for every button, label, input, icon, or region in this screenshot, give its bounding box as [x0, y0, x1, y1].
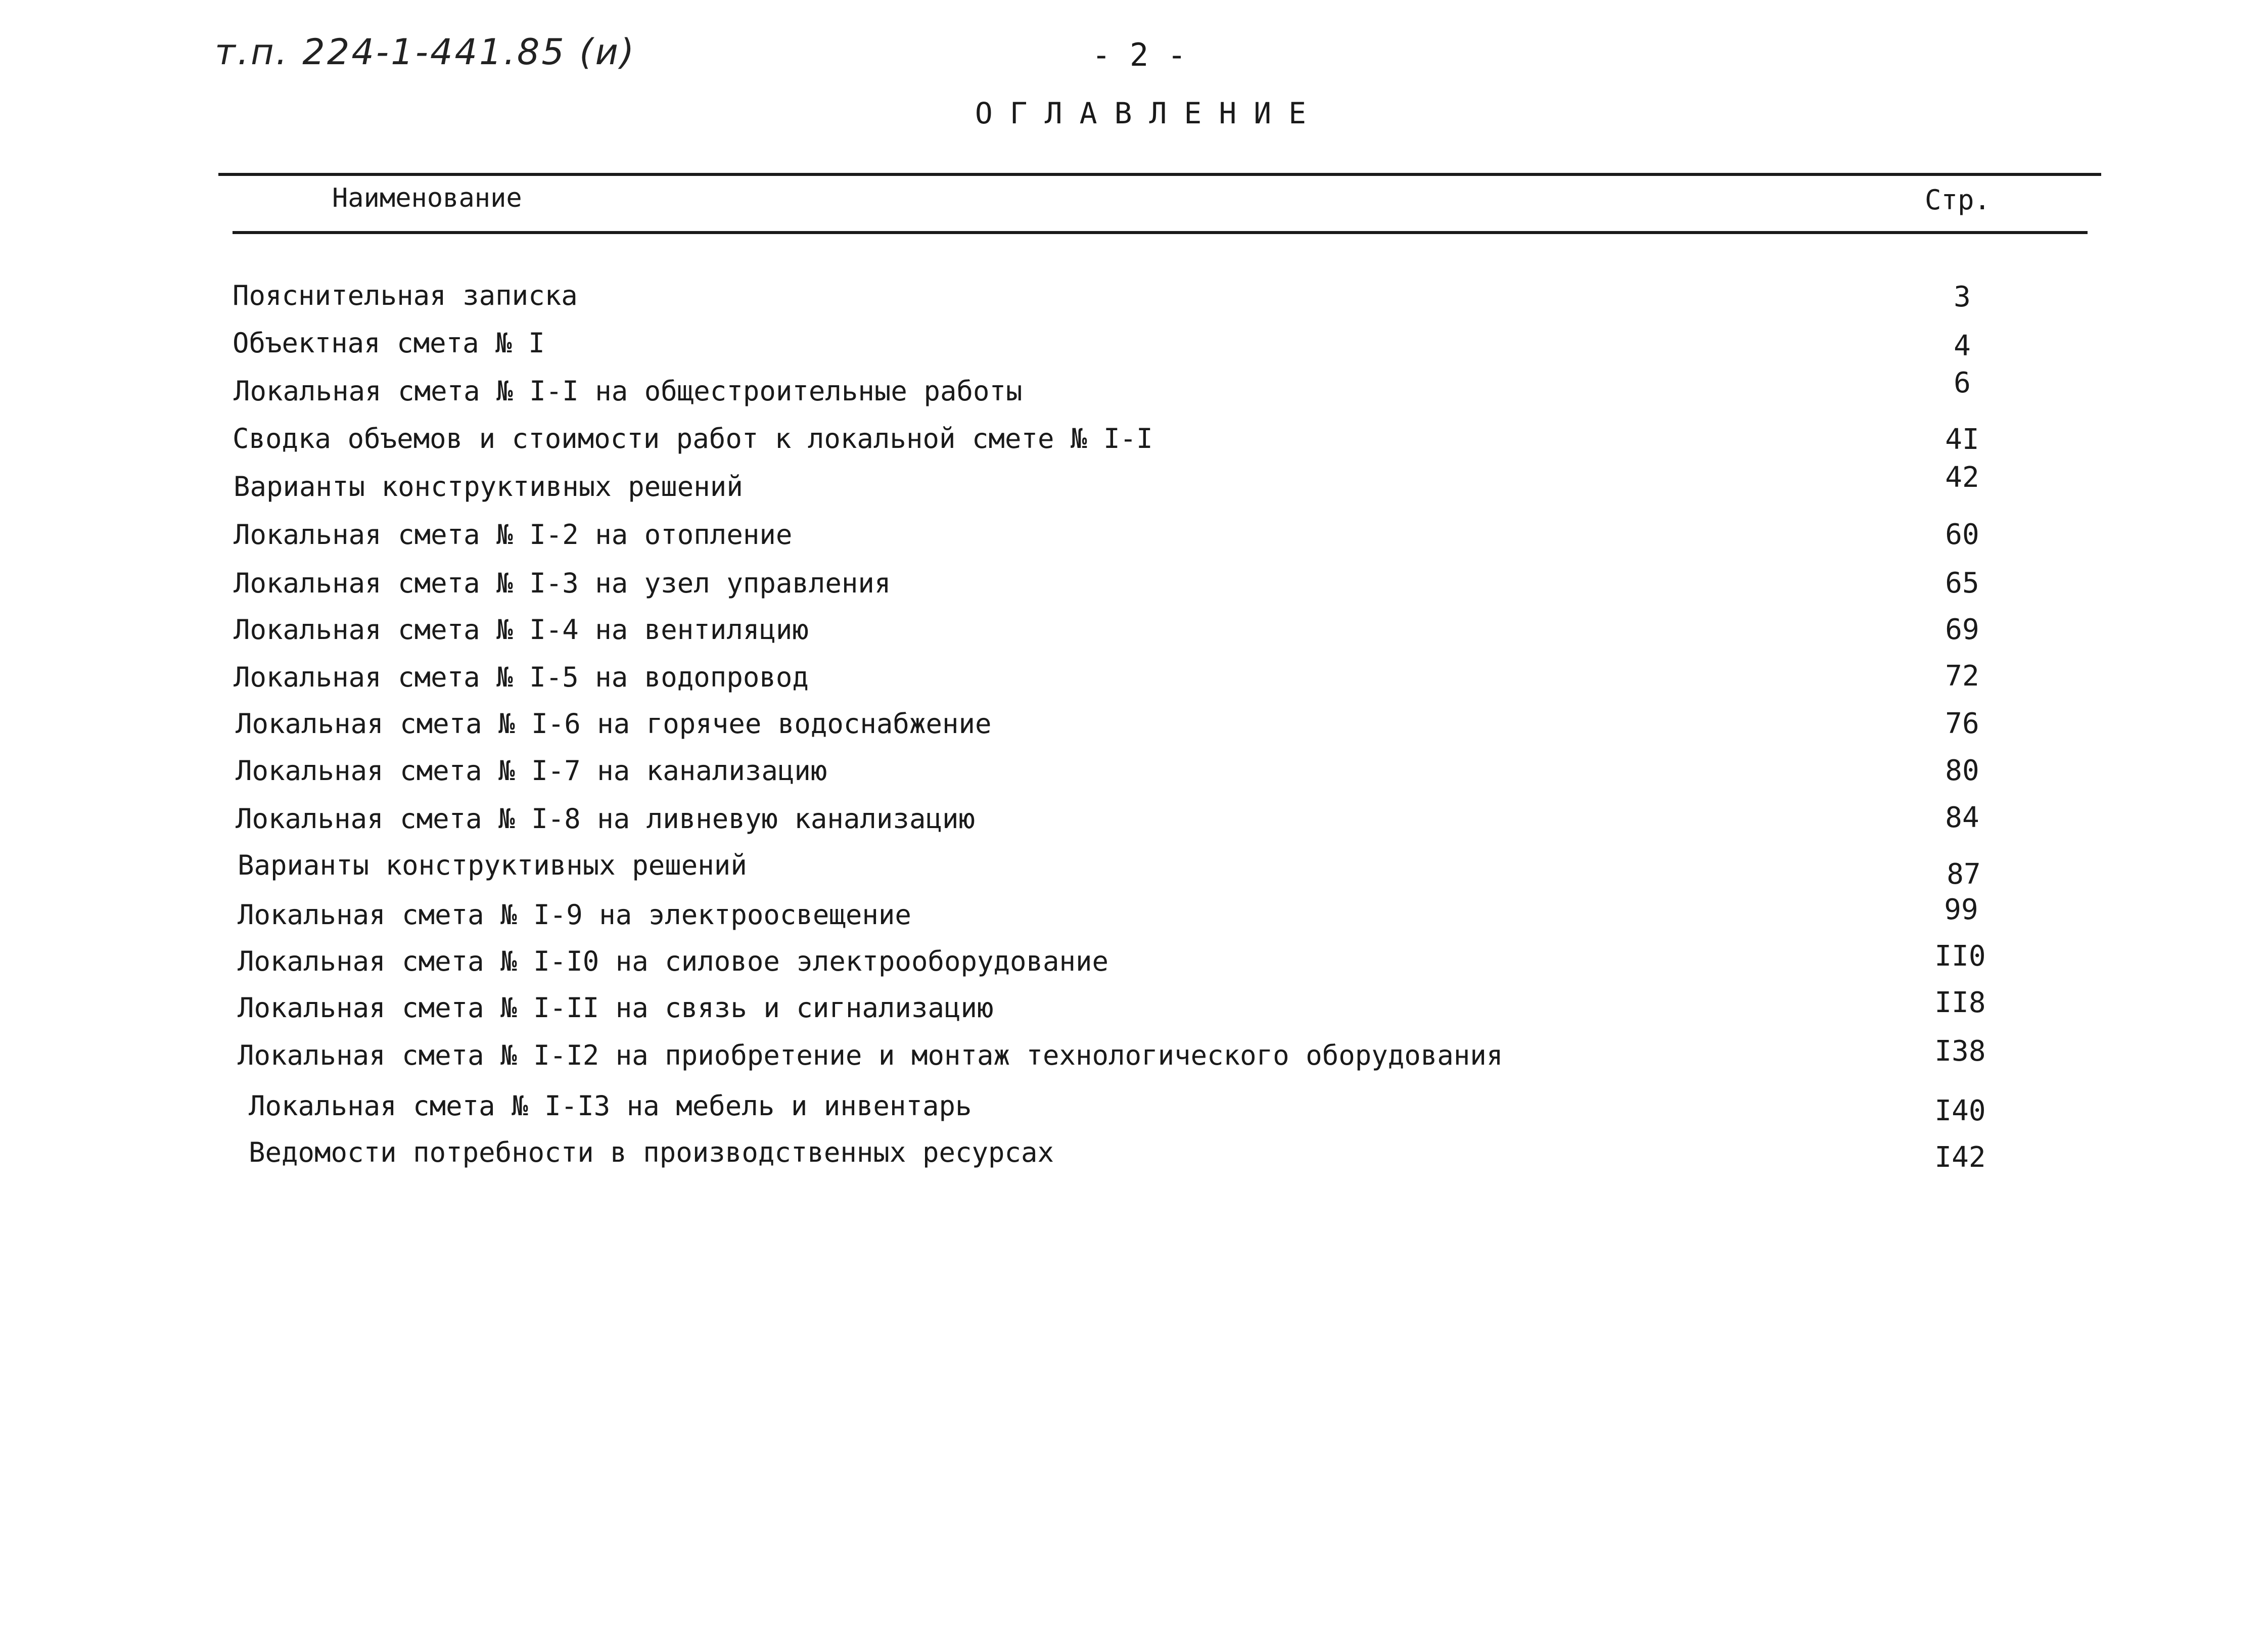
toc-entry-title: Локальная смета № I-I на общестроительные работы [234, 375, 1023, 407]
toc-entry-title: Сводка объемов и стоимости работ к локальной смете № I-I [233, 423, 1153, 454]
toc-entry-title: Ведомости потребности в производственных ресурсах [249, 1136, 1054, 1168]
toc-entry-page: II8 [1934, 986, 1986, 1019]
toc-entry-page: 4I [1945, 423, 1979, 456]
column-header-page: Стр. [1925, 184, 1991, 216]
toc-entry-page: 72 [1945, 660, 1979, 693]
toc-entry-page: 60 [1945, 518, 1979, 551]
toc-entry-title: Локальная смета № I-I3 на мебель и инвентарь [249, 1090, 972, 1122]
toc-entry-page: 80 [1945, 754, 1979, 787]
toc-entry-title: Локальная смета № I-7 на канализацию [236, 755, 827, 787]
toc-entry-page: 3 [1954, 281, 1971, 313]
toc-entry-title: Варианты конструктивных решений [234, 471, 743, 503]
toc-entry-page: 6 [1954, 367, 1971, 399]
table-top-rule [218, 173, 2101, 176]
toc-entry-title: Объектная смета № I [233, 327, 545, 359]
toc-entry-title: Пояснительная записка [233, 280, 578, 311]
toc-entry-title: Локальная смета № I-6 на горячее водоснабжение [236, 708, 992, 740]
page-number: - 2 - [1092, 36, 1186, 73]
toc-entry-page: I42 [1934, 1141, 1986, 1174]
toc-entry-title: Локальная смета № I-5 на водопровод [234, 661, 809, 693]
toc-entry-page: I38 [1934, 1035, 1986, 1068]
toc-entry-page: 69 [1945, 613, 1979, 646]
toc-entry-page: 99 [1944, 893, 1978, 926]
toc-entry-page: 84 [1945, 801, 1979, 834]
page-title: ОГЛАВЛЕНИЕ [975, 96, 1324, 130]
toc-entry-title: Локальная смета № I-2 на отопление [234, 519, 793, 551]
toc-entry-title: Локальная смета № I-I0 на силовое электрооборудование [238, 945, 1109, 977]
toc-entry-page: 65 [1945, 567, 1979, 600]
column-header-name: Наименование [332, 183, 522, 213]
toc-entry-page: II0 [1934, 940, 1986, 973]
toc-entry-page: 76 [1945, 707, 1979, 740]
document-code: т.п. 224-1-441.85 (и) [215, 31, 636, 73]
toc-entry-title: Варианты конструктивных решений [238, 849, 747, 881]
table-header-rule [233, 231, 2088, 234]
toc-entry-title: Локальная смета № I-8 на ливневую канализацию [236, 803, 975, 835]
toc-entry-title: Локальная смета № I-9 на электроосвещение [238, 899, 911, 931]
toc-entry-page: 42 [1945, 461, 1979, 494]
toc-entry-title: Локальная смета № I-II на связь и сигнализацию [238, 992, 994, 1024]
toc-entry-title: Локальная смета № I-4 на вентиляцию [234, 614, 809, 646]
toc-entry-page: 4 [1954, 330, 1971, 362]
toc-entry-title: Локальная смета № I-I2 на приобретение и монтаж технологического оборудования [238, 1039, 1503, 1071]
toc-entry-page: 87 [1947, 858, 1981, 891]
toc-entry-title: Локальная смета № I-3 на узел управления [234, 567, 891, 599]
toc-entry-page: I40 [1934, 1094, 1986, 1127]
